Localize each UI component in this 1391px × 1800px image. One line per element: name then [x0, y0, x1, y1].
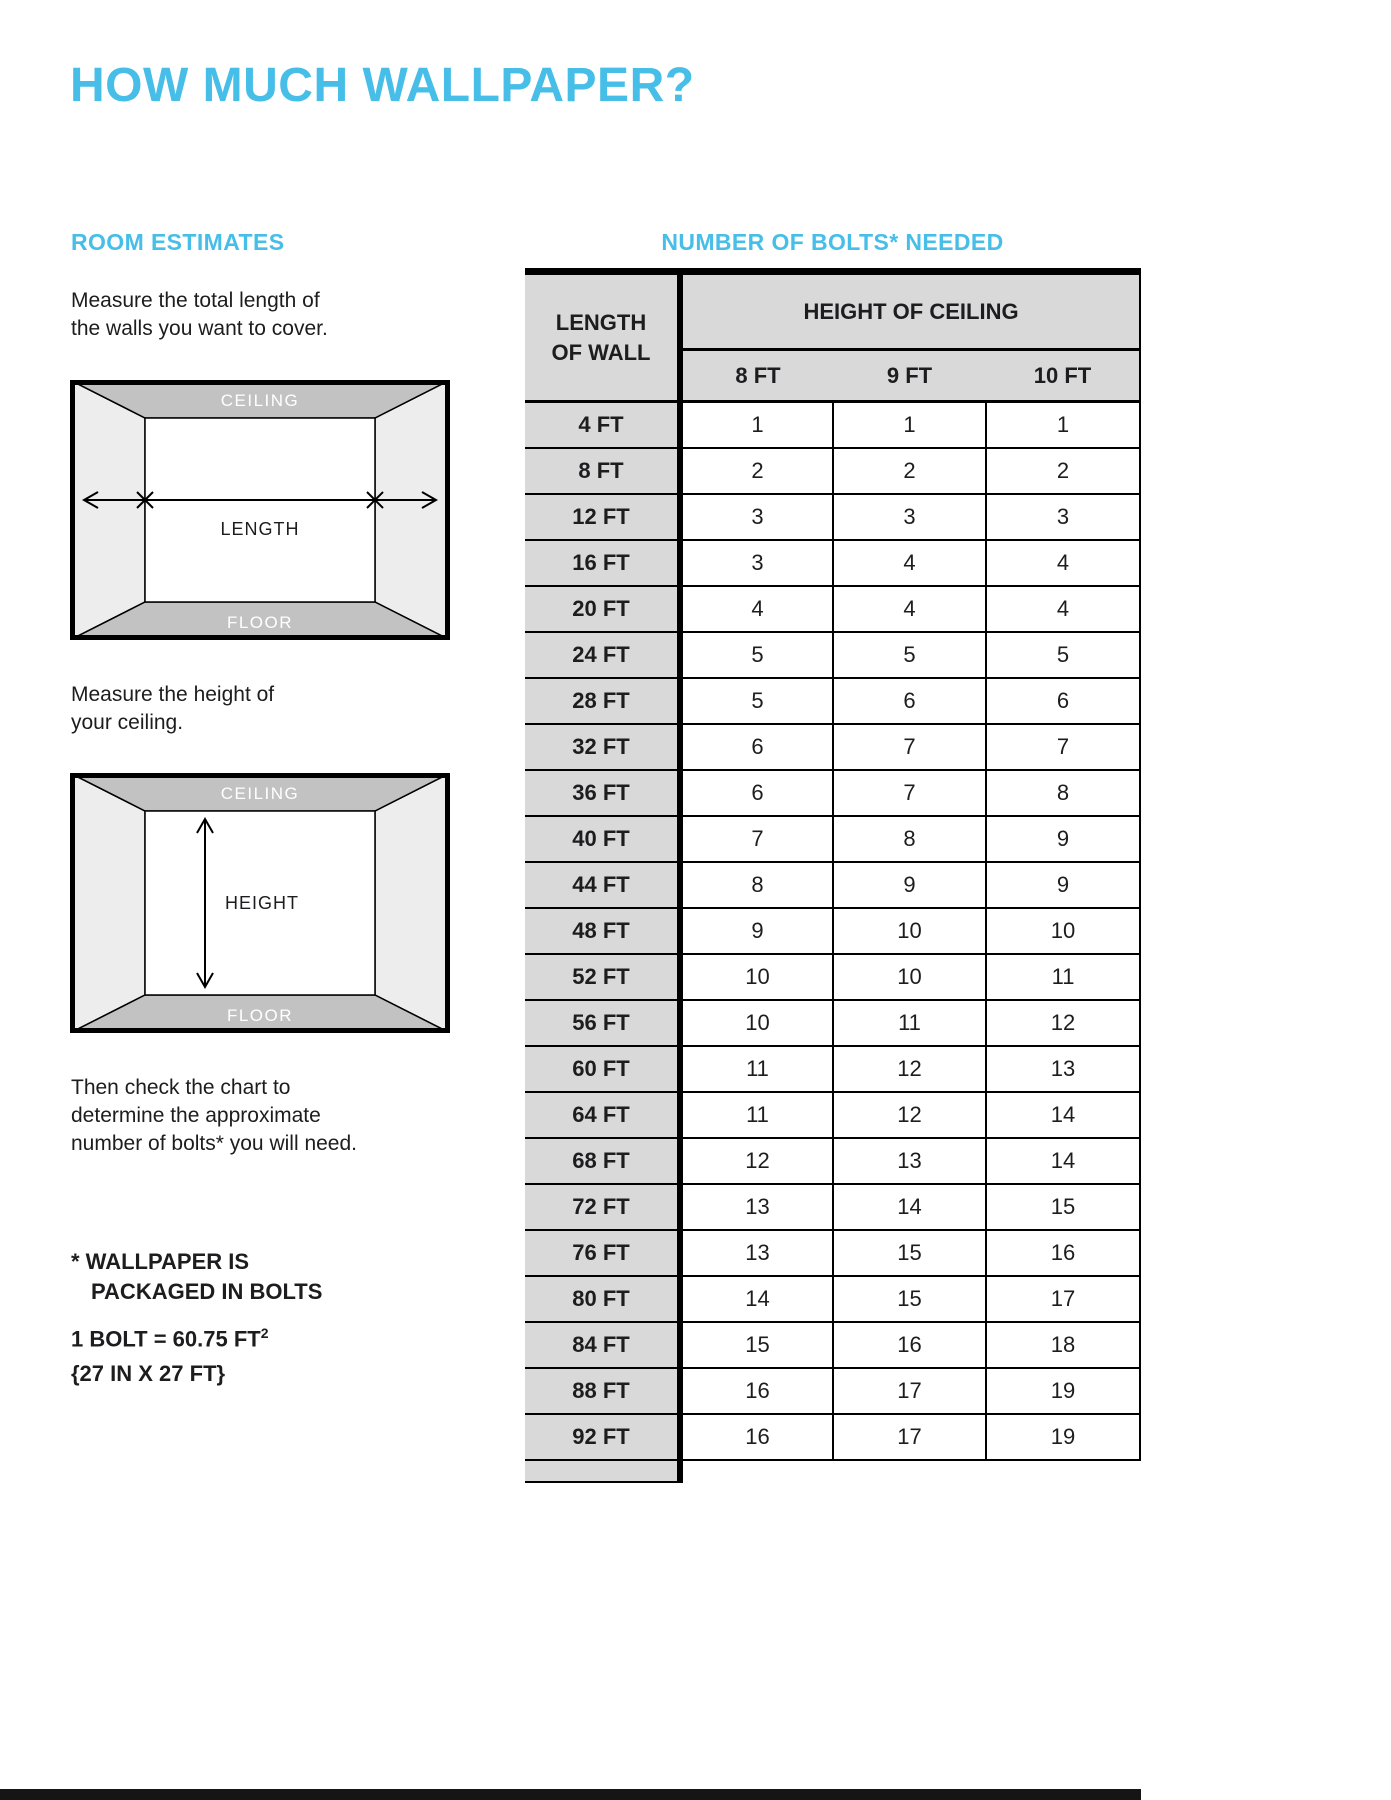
measure-length-text [71, 287, 328, 343]
bolt-count-cell: 10 [833, 908, 986, 954]
row-length-label: 64 FT [525, 1092, 680, 1138]
bolts-needed-heading: NUMBER OF BOLTS* NEEDED [661, 229, 1004, 255]
bolt-count-cell: 2 [986, 448, 1140, 494]
bolt-count-cell: 4 [680, 586, 833, 632]
bolt-count-cell: 2 [680, 448, 833, 494]
text-line: determine the approximate [71, 1104, 321, 1127]
bolt-size-info [71, 1325, 269, 1387]
bolt-count-cell: 2 [833, 448, 986, 494]
bolt-count-cell: 4 [833, 540, 986, 586]
text-line: your ceiling. [71, 711, 184, 734]
bolt-count-cell: 6 [986, 678, 1140, 724]
table-row [525, 770, 1140, 816]
page-title: HOW MUCH WALLPAPER? [70, 59, 695, 112]
bolt-count-cell: 16 [680, 1414, 833, 1460]
right-wall [375, 773, 450, 1033]
bottom-edge-bar [0, 1789, 1141, 1800]
row-length-label: 20 FT [525, 586, 680, 632]
table-footer [525, 1460, 1140, 1482]
room-height-diagram [70, 773, 450, 1033]
col-header-9ft: 9 FT [833, 350, 986, 402]
text-line: Measure the total length of [71, 289, 320, 312]
bolt-count-cell: 13 [986, 1046, 1140, 1092]
bolt-count-cell: 19 [986, 1414, 1140, 1460]
row-length-label: 52 FT [525, 954, 680, 1000]
bolt-count-cell: 9 [833, 862, 986, 908]
bolt-count-cell: 8 [986, 770, 1140, 816]
left-wall [70, 380, 145, 640]
row-length-label: 4 FT [525, 402, 680, 448]
row-length-label: 12 FT [525, 494, 680, 540]
bolt-count-cell: 14 [833, 1184, 986, 1230]
bolt-equation [71, 1325, 269, 1352]
bolt-count-cell: 10 [833, 954, 986, 1000]
bolt-count-cell: 12 [833, 1046, 986, 1092]
table-row [525, 1000, 1140, 1046]
bolt-count-cell: 7 [986, 724, 1140, 770]
bolt-count-cell: 4 [986, 540, 1140, 586]
bolts-table [525, 268, 1141, 1483]
length-of-wall-header [525, 272, 680, 402]
row-length-label: 56 FT [525, 1000, 680, 1046]
table-row [525, 908, 1140, 954]
bolt-count-cell: 19 [986, 1368, 1140, 1414]
table-row [525, 1322, 1140, 1368]
bolt-count-cell: 12 [680, 1138, 833, 1184]
floor-label: FLOOR [226, 1006, 294, 1025]
text-line: Then check the chart to [71, 1076, 291, 1099]
row-length-label: 80 FT [525, 1276, 680, 1322]
table-row [525, 632, 1140, 678]
row-length-label: 16 FT [525, 540, 680, 586]
bolt-count-cell: 3 [986, 494, 1140, 540]
bolt-count-cell: 10 [986, 908, 1140, 954]
right-wall [375, 380, 450, 640]
row-length-label: 72 FT [525, 1184, 680, 1230]
ceiling-label: CEILING [220, 391, 300, 410]
text-line: the walls you want to cover. [71, 317, 328, 340]
stub-cell [525, 1460, 680, 1482]
bolt-count-cell: 15 [680, 1322, 833, 1368]
bolt-count-cell: 5 [680, 678, 833, 724]
bolt-count-cell: 16 [986, 1230, 1140, 1276]
bolt-count-cell: 14 [680, 1276, 833, 1322]
bolt-count-cell: 11 [680, 1046, 833, 1092]
bolt-count-cell: 11 [833, 1000, 986, 1046]
col-header-8ft: 8 FT [680, 350, 833, 402]
bolt-count-cell: 5 [986, 632, 1140, 678]
table-row [525, 1368, 1140, 1414]
superscript: 2 [260, 1325, 269, 1341]
bolt-count-cell: 15 [833, 1276, 986, 1322]
text-line: * WALLPAPER IS [71, 1249, 250, 1274]
bolt-count-cell: 7 [833, 724, 986, 770]
table-row [525, 448, 1140, 494]
bolt-count-cell: 3 [680, 494, 833, 540]
room-estimates-heading: ROOM ESTIMATES [71, 229, 285, 255]
height-label: HEIGHT [225, 893, 300, 913]
table-row [525, 1092, 1140, 1138]
table-row [525, 1184, 1140, 1230]
table-row [525, 402, 1140, 448]
room-length-diagram [70, 380, 450, 640]
table-row [525, 1276, 1140, 1322]
bolt-count-cell: 6 [680, 724, 833, 770]
bolt-count-cell: 4 [833, 586, 986, 632]
col-header-10ft: 10 FT [986, 350, 1140, 402]
bolt-count-cell: 6 [833, 678, 986, 724]
bolt-count-cell: 8 [833, 816, 986, 862]
table-body [525, 402, 1140, 1460]
row-length-label: 84 FT [525, 1322, 680, 1368]
ceiling-label: CEILING [220, 784, 300, 803]
table-row [525, 1046, 1140, 1092]
bolt-count-cell: 9 [986, 816, 1140, 862]
row-length-label: 60 FT [525, 1046, 680, 1092]
table-row [525, 954, 1140, 1000]
bolt-count-cell: 3 [680, 540, 833, 586]
bolts-table-container [525, 268, 1141, 1483]
header-row-1 [525, 272, 1140, 350]
bolt-count-cell: 12 [833, 1092, 986, 1138]
table-stub-row [525, 1460, 1140, 1482]
bolt-count-cell: 15 [986, 1184, 1140, 1230]
text-line: OF WALL [551, 339, 651, 365]
row-length-label: 48 FT [525, 908, 680, 954]
text-line: 1 BOLT = 60.75 FT [71, 1326, 261, 1352]
bolt-count-cell: 1 [680, 402, 833, 448]
bolts-footnote [71, 1247, 322, 1307]
room-perspective-height [70, 773, 450, 1033]
height-of-ceiling-header: HEIGHT OF CEILING [680, 272, 1140, 350]
row-length-label: 92 FT [525, 1414, 680, 1460]
row-length-label: 88 FT [525, 1368, 680, 1414]
table-row [525, 678, 1140, 724]
bolt-dimensions: {27 IN X 27 FT} [71, 1361, 226, 1387]
text-line: Measure the height of [71, 683, 275, 706]
bolt-count-cell: 5 [680, 632, 833, 678]
room-perspective-length [70, 380, 450, 640]
back-wall [145, 418, 375, 602]
floor-label: FLOOR [226, 613, 294, 632]
row-length-label: 76 FT [525, 1230, 680, 1276]
bolt-count-cell: 13 [680, 1230, 833, 1276]
row-length-label: 8 FT [525, 448, 680, 494]
bolt-count-cell: 5 [833, 632, 986, 678]
bolt-count-cell: 18 [986, 1322, 1140, 1368]
bolt-count-cell: 14 [986, 1092, 1140, 1138]
bolt-count-cell: 15 [833, 1230, 986, 1276]
measure-height-text [71, 681, 274, 737]
row-length-label: 28 FT [525, 678, 680, 724]
row-length-label: 36 FT [525, 770, 680, 816]
bolt-count-cell: 11 [986, 954, 1140, 1000]
bolt-count-cell: 7 [833, 770, 986, 816]
table-row [525, 1138, 1140, 1184]
bolt-count-cell: 11 [680, 1092, 833, 1138]
row-length-label: 44 FT [525, 862, 680, 908]
bolt-count-cell: 10 [680, 1000, 833, 1046]
bolt-count-cell: 17 [833, 1368, 986, 1414]
row-length-label: 68 FT [525, 1138, 680, 1184]
bolt-count-cell: 16 [680, 1368, 833, 1414]
table-row [525, 586, 1140, 632]
text-line: number of bolts* you will need. [71, 1132, 357, 1155]
bolt-count-cell: 3 [833, 494, 986, 540]
bolt-count-cell: 17 [833, 1414, 986, 1460]
check-chart-text [71, 1074, 357, 1158]
table-row [525, 1230, 1140, 1276]
stub-empty [680, 1460, 1140, 1482]
bolt-count-cell: 13 [833, 1138, 986, 1184]
bolt-count-cell: 6 [680, 770, 833, 816]
table-row [525, 540, 1140, 586]
bolt-count-cell: 17 [986, 1276, 1140, 1322]
table-row [525, 724, 1140, 770]
row-length-label: 24 FT [525, 632, 680, 678]
bolt-count-cell: 10 [680, 954, 833, 1000]
table-row [525, 862, 1140, 908]
table-row [525, 816, 1140, 862]
bolt-count-cell: 1 [986, 402, 1140, 448]
bolt-count-cell: 4 [986, 586, 1140, 632]
row-length-label: 32 FT [525, 724, 680, 770]
bolt-count-cell: 12 [986, 1000, 1140, 1046]
bolt-count-cell: 16 [833, 1322, 986, 1368]
bolt-count-cell: 9 [680, 908, 833, 954]
text-line: LENGTH [555, 309, 647, 335]
bolt-count-cell: 7 [680, 816, 833, 862]
bolt-count-cell: 1 [833, 402, 986, 448]
row-length-label: 40 FT [525, 816, 680, 862]
left-wall [70, 773, 145, 1033]
table-header [525, 272, 1140, 402]
length-label: LENGTH [220, 519, 300, 539]
bolt-count-cell: 14 [986, 1138, 1140, 1184]
bolt-count-cell: 8 [680, 862, 833, 908]
bolt-count-cell: 13 [680, 1184, 833, 1230]
bolt-count-cell: 9 [986, 862, 1140, 908]
table-row [525, 494, 1140, 540]
text-line: PACKAGED IN BOLTS [91, 1279, 323, 1304]
table-row [525, 1414, 1140, 1460]
